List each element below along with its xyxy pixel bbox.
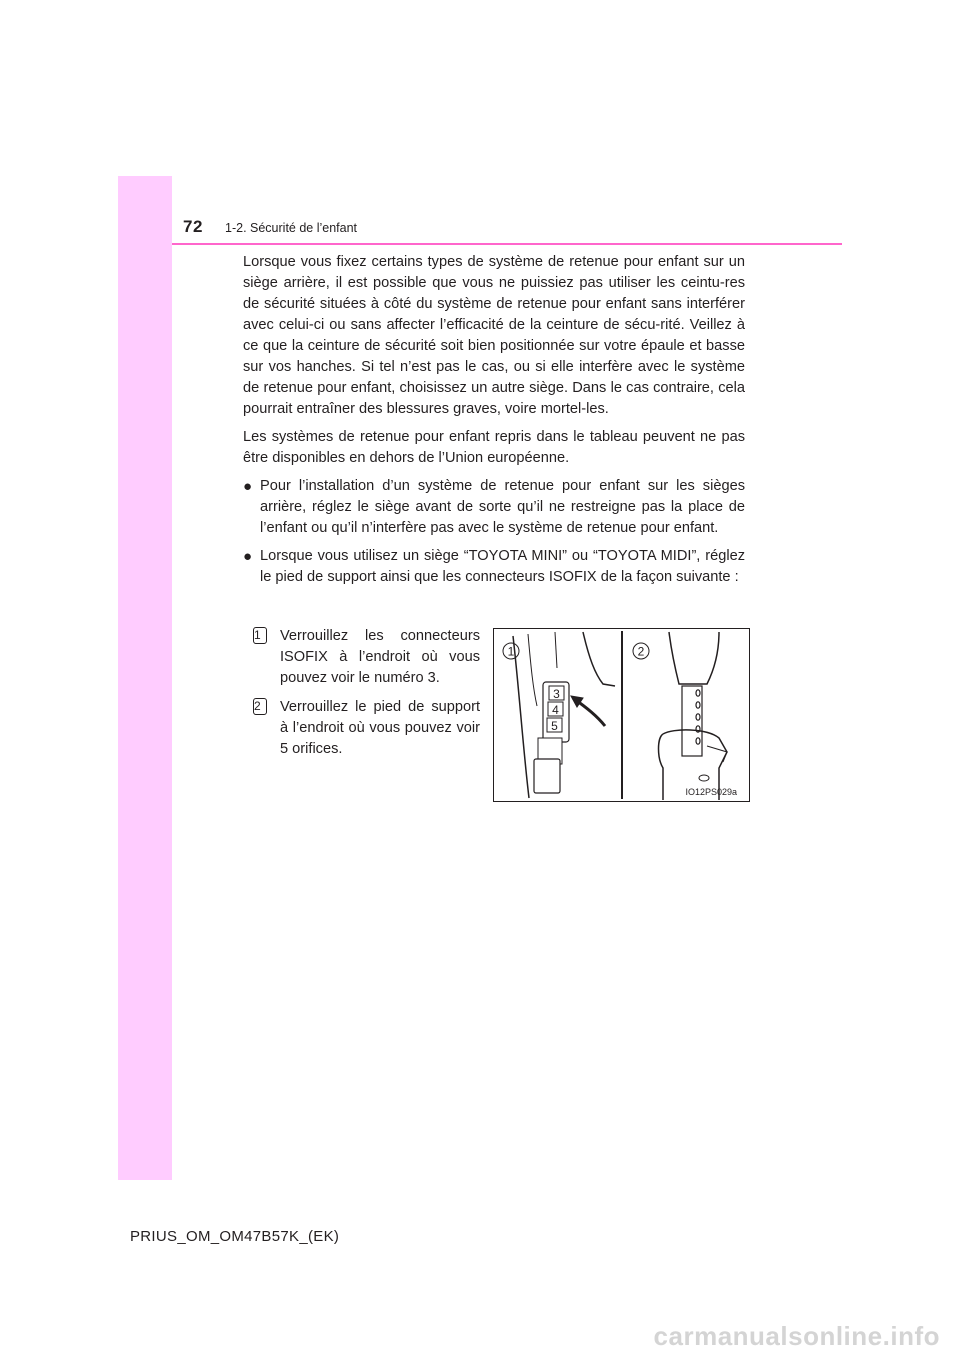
bullet-item [243, 546, 745, 588]
bullet-text: Lorsque vous utilisez un siège “TOYOTA MINI” ou “TOYOTA MIDI”, réglez le pied de support ainsi que les connecteurs ISOFIX de la façon suivante : [260, 548, 745, 585]
paragraph-availability-note: Les systèmes de retenue pour enfant repris dans le tableau peuvent ne pas être disponibles en dehors de l’Union européenne. [243, 429, 745, 466]
illustration-code: IO12PS029a [685, 787, 737, 797]
bullet-dot-icon: ● [243, 478, 253, 495]
connector-number: 5 [551, 719, 558, 733]
step-number-badge: 2 [253, 698, 267, 715]
bullet-text: Pour l’installation d’un système de retenue pour enfant sur les sièges arrière, réglez le siège avant de sorte qu’il ne restreigne pas la place de l’enfant ou qu’il n’interfère pas avec le système de retenue pour enfant. [260, 478, 745, 536]
main-content [243, 252, 745, 595]
document-code: PRIUS_OM_OM47B57K_(EK) [130, 1228, 340, 1245]
panel-label: 1 [507, 644, 515, 659]
connector-number: 3 [553, 687, 560, 701]
panel-label: 2 [637, 644, 645, 659]
side-tab-strip [118, 176, 172, 1180]
header-rule [172, 243, 842, 245]
step-item [253, 697, 480, 760]
bullet-dot-icon: ● [243, 548, 253, 565]
step-text: Verrouillez le pied de support à l’endroit où vous pouvez voir 5 orifices. [280, 699, 480, 757]
step-text: Verrouillez les connecteurs ISOFIX à l’endroit où vous pouvez voir le numéro 3. [280, 628, 480, 686]
page-number: 72 [183, 217, 203, 236]
connector-number: 4 [552, 703, 559, 717]
section-title: 1-2. Sécurité de l’enfant [225, 221, 358, 235]
isofix-illustration [493, 628, 750, 802]
bullet-item [243, 476, 745, 539]
step-item [253, 626, 480, 689]
paragraph-seatbelt-warning: Lorsque vous fixez certains types de système de retenue pour enfant sur un siège arrière, il est possible que vous ne puissiez pas utiliser les ceintu-res de sécurité situées à côté du système de retenue pour enfant sans interférer avec celui-ci ou sans affecter l’efficacité de la ceinture de sécu-rité. Veillez à ce que la ceinture de sécurité soit bien positionnée sur votre épaule et basse sur vos hanches. Si tel n’est pas le cas, ou si elle interfère avec le système de retenue pour enfant, choisissez un autre siège. Dans le cas contraire, cela pourrait entraîner des blessures graves, voire mortel-les. [243, 254, 745, 417]
step-number-badge: 1 [253, 627, 267, 644]
step-list [253, 626, 480, 768]
watermark: carmanualsonline.info [653, 1321, 940, 1351]
